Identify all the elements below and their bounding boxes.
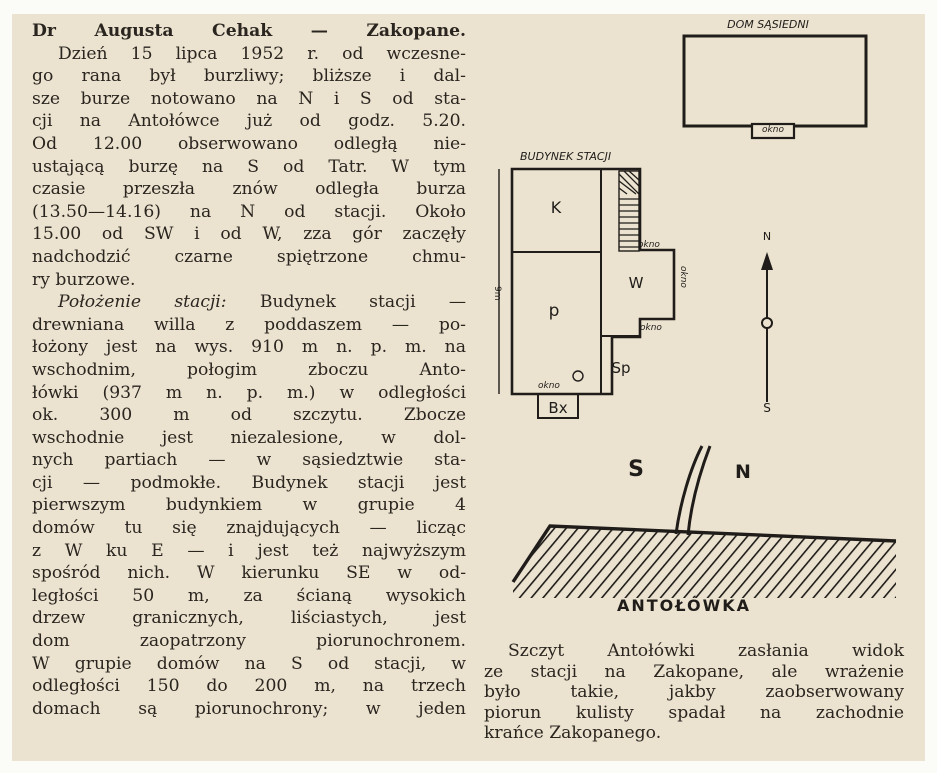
compass-south-label: S <box>763 401 771 415</box>
dimension-label: 9m <box>492 286 502 301</box>
station-floor-plan <box>512 169 674 394</box>
section-line: cji — podmokłe. Budynek stacji jest <box>32 472 466 493</box>
article-line: Od 12.00 obserwowano odległą nie- <box>32 133 466 154</box>
section-line: ok. 300 m od szczytu. Zbocze <box>32 405 466 426</box>
neighbor-house <box>684 36 866 126</box>
section-line: W grupie domów na S od stacji, w <box>32 653 466 674</box>
section-line: dom zaopatrzony piorunochronem. <box>32 631 466 652</box>
section-line: łówki (937 m n. p. m.) w odległości <box>32 382 466 403</box>
window-label: okno <box>538 381 560 391</box>
section-line: ległości 50 m, za ścianą wysokich <box>32 585 466 606</box>
north-arrow-icon <box>761 252 773 270</box>
lightning-spot-marker <box>573 371 583 381</box>
lightning-path <box>688 446 710 535</box>
article-line: go rana był burzliwy; bliższe i dal- <box>32 66 466 87</box>
section-heading: Położenie stacji: <box>58 292 227 313</box>
caption-line: Szczyt Antołówki zasłania widok <box>508 641 904 661</box>
article-line: cji na Antołówce już od godz. 5.20. <box>32 111 466 132</box>
stair-steps <box>619 171 639 247</box>
compass-center <box>762 318 772 328</box>
section-line: drzew granicznych, liściastych, jest <box>32 608 466 629</box>
article-column <box>32 20 466 720</box>
room-p-label: p <box>548 301 560 321</box>
station-diagram <box>468 14 925 634</box>
caption-line: piorun kulisty spadał na zachodnie <box>484 702 904 723</box>
section-line: spośród nich. W kierunku SE w od- <box>32 563 466 584</box>
section-line: domów tu się znajdujących — licząc <box>32 518 466 539</box>
section-line: z W ku E — i jest też najwyższym <box>32 540 466 561</box>
caption-line: ze stacji na Zakopane, ale wrażenie <box>484 661 904 682</box>
room-bx-label: Bx <box>548 399 568 417</box>
profile-north-label: N <box>735 461 751 483</box>
window-label: okno <box>638 240 660 250</box>
section-first-line <box>32 291 466 314</box>
section-line: wschodnim, połogim zboczu Anto- <box>32 359 466 380</box>
room-w-label: W <box>628 274 644 292</box>
section-line: domach są piorunochrony; w jeden <box>32 698 466 719</box>
section-line: nych partiach — w sąsiedztwie sta- <box>32 450 466 471</box>
room-k-label: K <box>550 198 562 217</box>
hill-label: ANTOŁÓWKA <box>616 596 752 615</box>
article-line: sze burze notowano na N i S od sta- <box>32 88 466 109</box>
window-label: okno <box>640 323 662 333</box>
neighbor-window-label: okno <box>762 125 784 135</box>
section-first-rest: Budynek stacji — <box>226 292 467 313</box>
article-line: ry burzowe. <box>32 269 136 290</box>
window-label: okno <box>678 266 688 288</box>
diagram-caption <box>484 641 904 744</box>
section-line: wschodnie jest niezalesione, w dol- <box>32 427 466 448</box>
station-building-label: BUDYNEK STACJI <box>520 150 612 163</box>
article-line: (13.50—14.16) na N od stacji. Około <box>32 201 466 222</box>
hill-profile <box>513 526 896 598</box>
section-line: odległości 150 do 200 m, na trzech <box>32 676 466 697</box>
article-line: 15.00 od SW i od W, zza gór zaczęły <box>32 224 466 245</box>
section-line: pierwszym budynkiem w grupie 4 <box>32 495 466 516</box>
caption-line: było takie, jakby zaobserwowany <box>484 682 904 703</box>
room-sp-label: Sp <box>611 359 631 377</box>
caption-line: krańce Zakopanego. <box>484 723 662 744</box>
article-line: czasie przeszła znów odległa burza <box>32 179 466 200</box>
author-heading: Dr Augusta Cehak — Zakopane. <box>32 21 466 41</box>
article-line: nadchodzić czarne spiętrzone chmu- <box>32 246 466 267</box>
article-line: Dzień 15 lipca 1952 r. od wczesne- <box>58 43 466 64</box>
section-line: łożony jest na wys. 910 m n. p. m. na <box>32 337 466 358</box>
profile-south-label: S <box>628 457 644 482</box>
neighbor-house-label: DOM SĄSIEDNI <box>727 18 809 31</box>
compass-north-label: N <box>762 230 772 243</box>
section-line: drewniana willa z poddaszem — po- <box>32 314 466 335</box>
article-line: ustającą burzę na S od Tatr. W tym <box>32 156 466 177</box>
scanned-page <box>12 14 925 761</box>
